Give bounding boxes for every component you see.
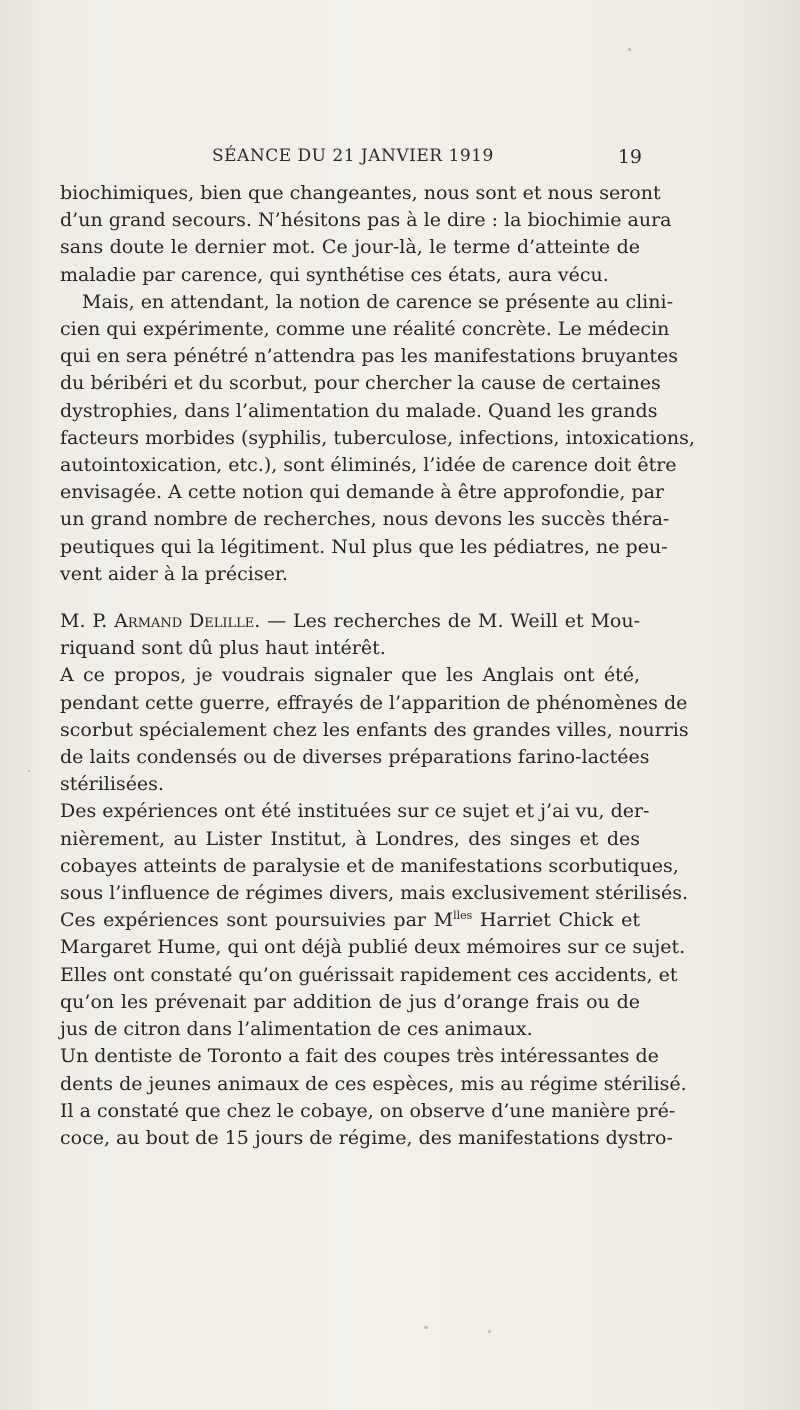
text-line: jus de citron dans l’alimentation de ces animaux. — [60, 1018, 533, 1041]
text-fragment: Harriet Chick et — [472, 909, 640, 932]
text-line: cien qui expérimente, comme une réalité concrète. Le médecin — [60, 318, 670, 341]
text-line: Il a constaté que chez le cobaye, on observe d’une manière pré- — [60, 1099, 676, 1122]
text-line: Elles ont constaté qu’on guérissait rapidement ces accidents, et — [60, 963, 678, 986]
paper-speck — [424, 1326, 428, 1329]
paper-speck — [488, 1330, 491, 1333]
paragraph-gap — [60, 588, 640, 608]
text-line: envisagée. A cette notion qui demande à être approfondie, par — [60, 481, 664, 504]
text-line: sous l’influence de régimes divers, mais exclusivement stérilisés. — [60, 882, 688, 905]
text-line — [60, 907, 640, 934]
text-line: coce, au bout de 15 jours de régime, des manifestations dystro- — [60, 1126, 673, 1149]
text-line: qu’on les prévenait par addition de jus d’orange frais ou de — [60, 990, 640, 1013]
text-line: facteurs morbides (syphilis, tuberculose, infections, intoxications, — [60, 426, 695, 449]
speaker-name: M. P. Armand Delille. — [60, 610, 261, 633]
text-line: maladie par carence, qui synthétise ces états, aura vécu. — [60, 263, 609, 286]
text-line: un grand nombre de recherches, nous devons les succès théra- — [60, 508, 670, 531]
paragraph-5 — [60, 798, 688, 907]
text-line — [60, 608, 640, 635]
paper-speck — [628, 48, 631, 51]
text-line: cobayes atteints de paralysie et de manifestations scorbutiques, — [60, 854, 679, 877]
text-line: vent aider à la préciser. — [60, 562, 288, 585]
text-line: peutiques qui la légitiment. Nul plus que les pédiatres, ne peu- — [60, 535, 668, 558]
body-text — [60, 180, 695, 1152]
text-line: stérilisées. — [60, 773, 164, 796]
text-line: d’un grand secours. N’hésitons pas à le dire : la biochimie aura — [60, 209, 672, 232]
paragraph-4 — [60, 662, 689, 798]
text-line: pendant cette guerre, effrayés de l’apparition de phénomènes de — [60, 691, 688, 714]
text-line: de laits condensés ou de diverses préparations farino-lactées — [60, 746, 650, 769]
text-line: A ce propos, je voudrais signaler que les Anglais ont été, — [60, 664, 640, 687]
paragraph-2 — [60, 289, 695, 588]
superscript: lles — [453, 909, 473, 923]
text-line: riquand sont dû plus haut intérêt. — [60, 637, 386, 660]
text-line: Un dentiste de Toronto a fait des coupes très intéressantes de — [60, 1045, 659, 1068]
text-line: Des expériences ont été instituées sur ce sujet et j’ai vu, der- — [60, 800, 650, 823]
page-number: 19 — [617, 146, 642, 168]
speaker-text: — Les recherches de M. Weill et Mou- — [260, 610, 640, 633]
paragraph-3 — [60, 608, 640, 662]
text-line: dents de jeunes animaux de ces espèces, mis au régime stérilisé. — [60, 1072, 687, 1095]
text-line: Margaret Hume, qui ont déjà publié deux mémoires sur ce sujet. — [60, 936, 686, 959]
text-line: Mais, en attendant, la notion de carence se présente au clini- — [82, 290, 673, 313]
text-fragment: Ces expériences sont poursuivies par M — [60, 909, 454, 932]
text-line: sans doute le dernier mot. Ce jour-là, le terme d’atteinte de — [60, 236, 640, 259]
text-line: biochimiques, bien que changeantes, nous sont et nous seront — [60, 182, 661, 204]
running-header — [212, 146, 652, 176]
running-title: SÉANCE DU 21 JANVIER 1919 — [212, 146, 494, 166]
paper-speck — [28, 770, 30, 772]
text-line: autointoxication, etc.), sont éliminés, l’idée de carence doit être — [60, 454, 677, 477]
text-line: nièrement, au Lister Institut, à Londres, des singes et des — [60, 827, 640, 850]
text-line: dystrophies, dans l’alimentation du malade. Quand les grands — [60, 399, 658, 422]
paragraph-7 — [60, 1043, 687, 1152]
text-line: du béribéri et du scorbut, pour chercher la cause de certaines — [60, 372, 661, 395]
text-line: scorbut spécialement chez les enfants des grandes villes, nourris — [60, 718, 689, 741]
paragraph-1 — [60, 180, 672, 289]
paragraph-6 — [60, 907, 686, 1043]
text-line: qui en sera pénétré n’attendra pas les manifestations bruyantes — [60, 345, 678, 368]
